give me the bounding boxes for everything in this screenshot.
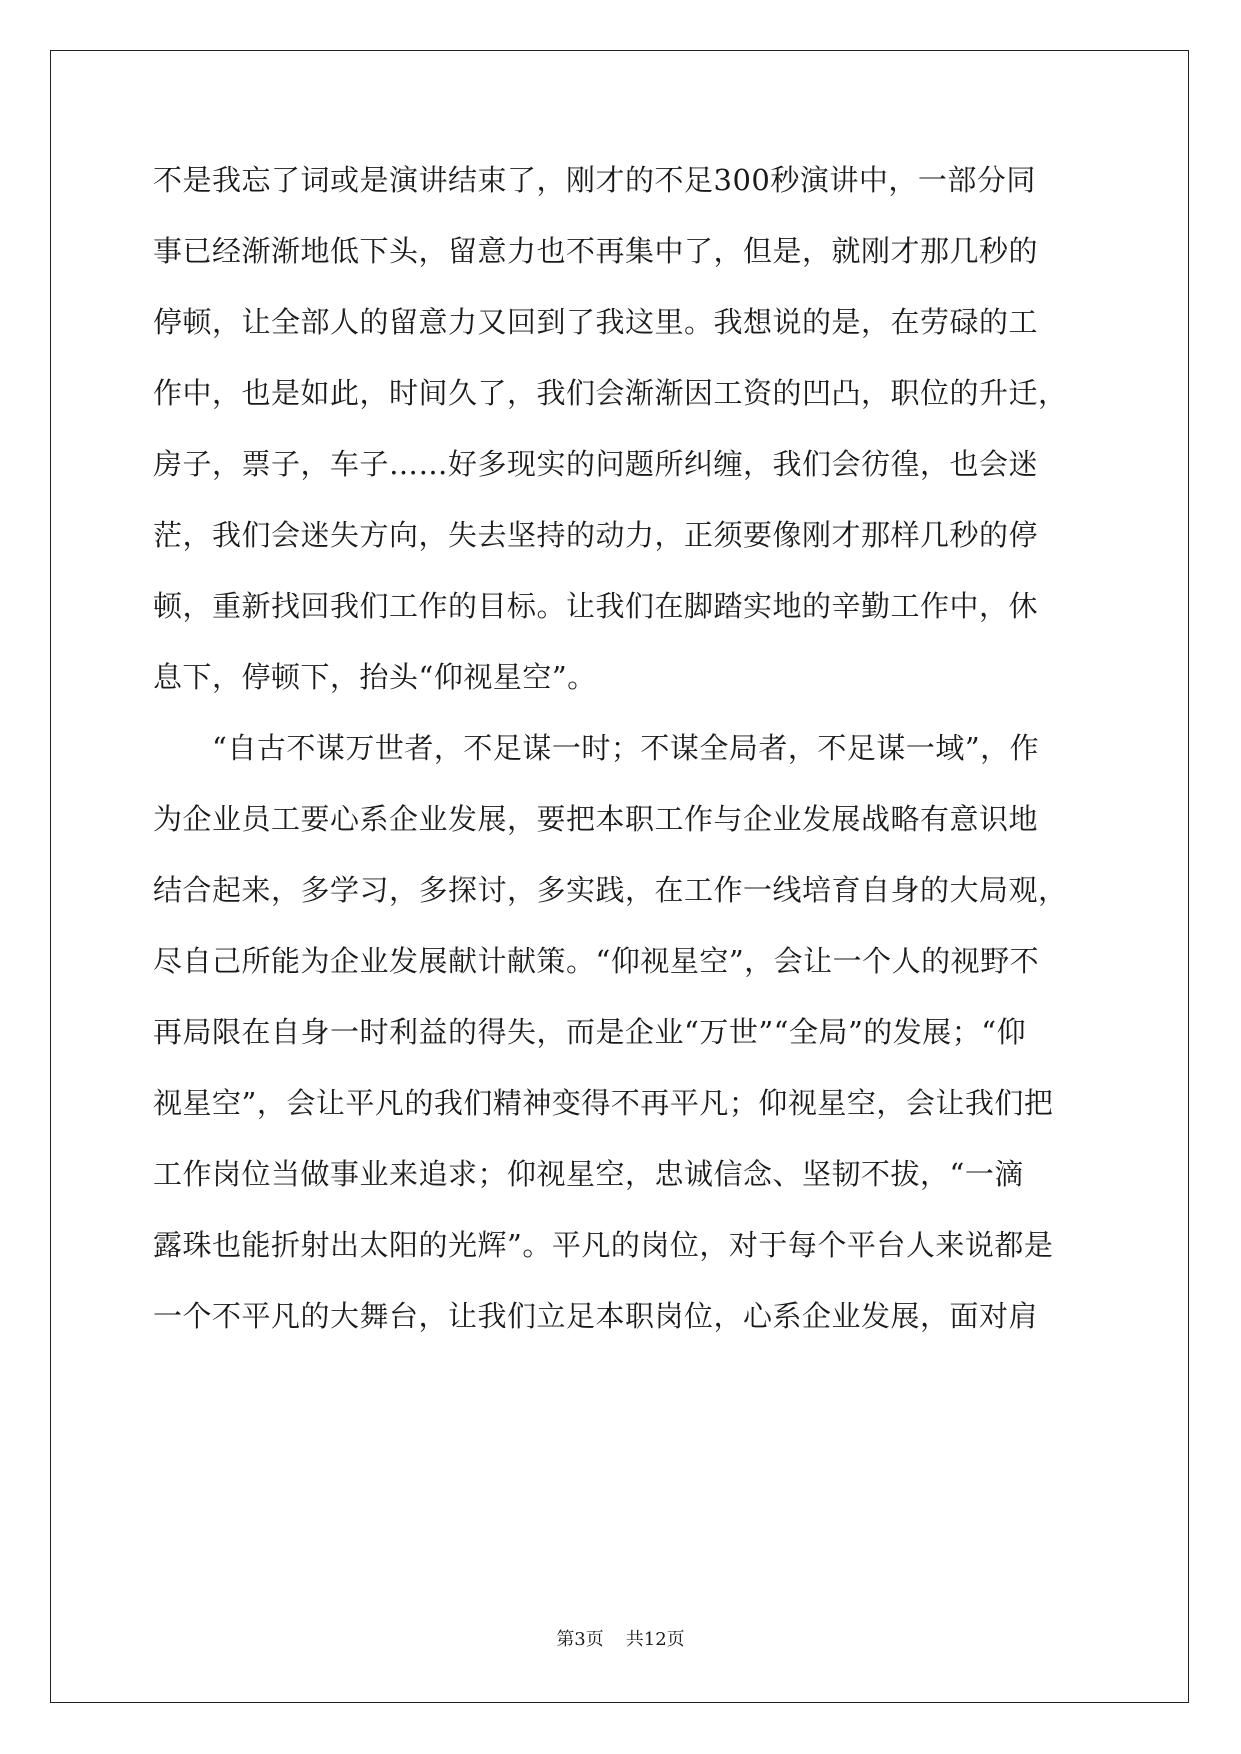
text-line: 尽自己所能为企业发展献计献策。“仰视星空”，会让一个人的视野不	[153, 944, 1040, 978]
text-line: 停顿，让全部人的留意力又回到了我这里。我想说的是，在劳碌的工	[153, 305, 1039, 339]
text-line: “自古不谋万世者，不足谋一时；不谋全局者，不足谋一域”，作	[153, 731, 1040, 765]
text-line: 露珠也能折射出太阳的光辉”。平凡的岗位，对于每个平台人来说都是	[153, 1228, 1054, 1262]
text-line: 息下，停顿下，抬头“仰视星空”。	[153, 660, 597, 694]
text-line: 不是我忘了词或是演讲结束了，刚才的不足300秒演讲中，一部分同	[153, 163, 1036, 197]
text-line: 视星空”，会让平凡的我们精神变得不再平凡；仰视星空，会让我们把	[153, 1086, 1054, 1120]
text-line: 再局限在自身一时利益的得失，而是企业“万世”“全局”的发展；“仰	[153, 1015, 1027, 1049]
text-line: 房子，票子，车子……好多现实的问题所纠缠，我们会彷徨，也会迷	[153, 447, 1039, 481]
text-line: 结合起来，多学习，多探讨，多实践，在工作一线培育自身的大局观，	[153, 873, 1068, 907]
text-line: 为企业员工要心系企业发展，要把本职工作与企业发展战略有意识地	[153, 802, 1039, 836]
text-line: 顿，重新找回我们工作的目标。让我们在脚踏实地的辛勤工作中，休	[153, 589, 1039, 623]
page-footer	[0, 1628, 1241, 1652]
text-line: 茫，我们会迷失方向，失去坚持的动力，正须要像刚才那样几秒的停	[153, 518, 1039, 552]
text-line: 作中，也是如此，时间久了，我们会渐渐因工资的凹凸，职位的升迁，	[153, 376, 1068, 410]
text-line: 工作岗位当做事业来追求；仰视星空，忠诚信念、坚韧不拔，“一滴	[153, 1157, 1024, 1191]
text-line: 事已经渐渐地低下头，留意力也不再集中了，但是，就刚才那几秒的	[153, 234, 1039, 268]
text-line: 一个不平凡的大舞台，让我们立足本职岗位，心系企业发展，面对肩	[153, 1299, 1039, 1333]
page-total: 共12页	[625, 1629, 685, 1650]
page-number: 第3页	[556, 1629, 604, 1650]
